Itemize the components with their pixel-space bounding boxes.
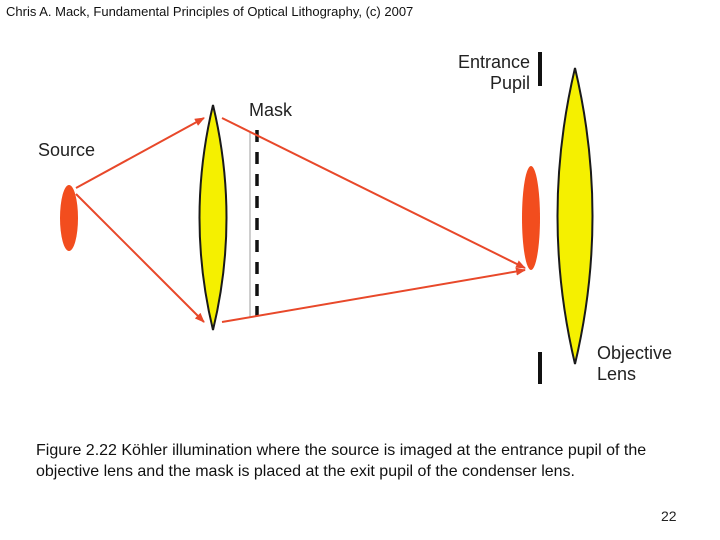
objective-lens (558, 68, 593, 364)
ray-source-to-condenser-bottom (76, 194, 204, 322)
condenser-lens (200, 105, 227, 330)
objective-label-line2: Lens (597, 364, 637, 384)
credit-line: Chris A. Mack, Fundamental Principles of Optical Lithography, (c) 2007 (6, 4, 414, 19)
source-label: Source (38, 140, 96, 160)
source-ellipse (60, 185, 78, 251)
entrance-pupil-label-line1: Entrance (457, 52, 530, 72)
ray-condenser-top-to-pupil (222, 118, 525, 268)
figure-caption: Figure 2.22 Köhler illumination where the source is imaged at the entrance pupil of the objective lens and the mask is placed at the exit pupil of the condenser lens. (36, 442, 647, 480)
ray-condenser-bottom-to-pupil (222, 270, 525, 322)
entrance-pupil-label (448, 52, 530, 94)
objective-lens-label (597, 343, 672, 385)
objective-label-line1: Objective (597, 343, 673, 363)
entrance-pupil-label-line2: Pupil (489, 73, 530, 93)
ray-source-to-condenser-top (76, 118, 204, 188)
page-number: 22 (661, 508, 677, 524)
mask-label: Mask (249, 100, 293, 120)
source-image-ellipse (522, 166, 540, 270)
